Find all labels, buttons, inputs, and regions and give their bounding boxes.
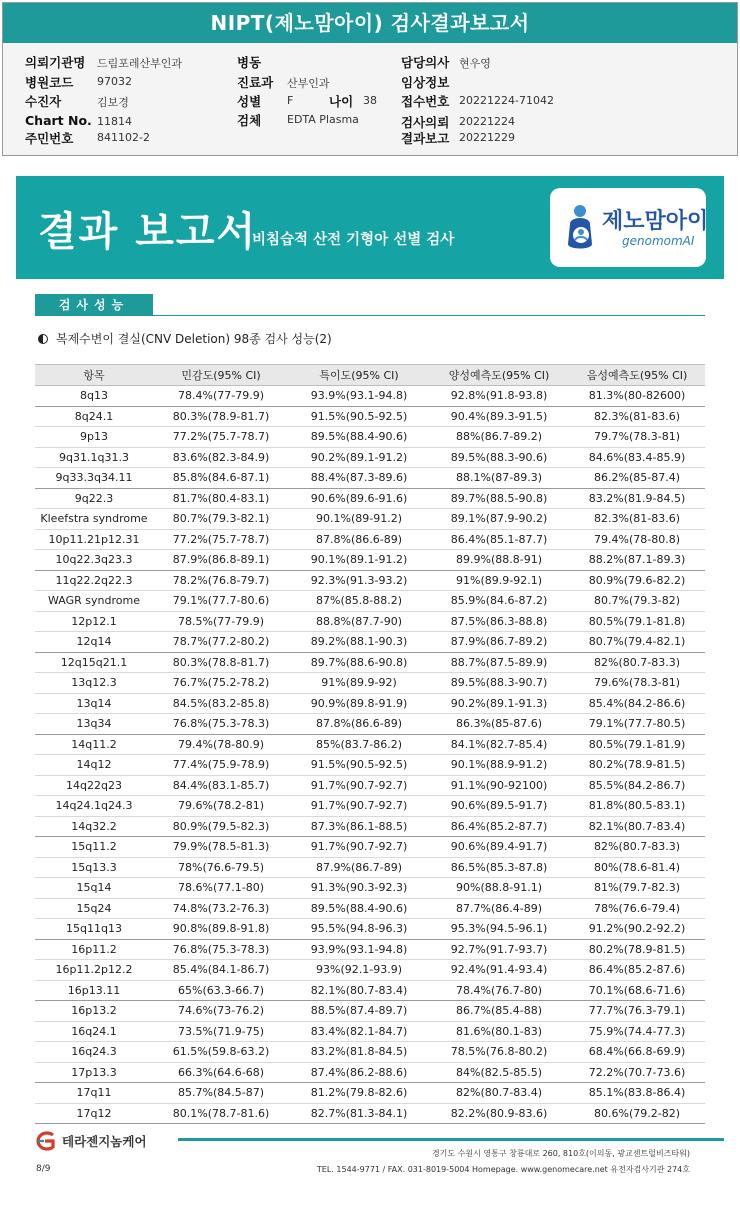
logo-subtext: genomomAI [622,234,695,248]
value-cell: 90.8%(89.8-91.8) [153,919,289,940]
table-row [35,919,705,940]
column-header: 음성예측도(95% CI) [569,365,705,386]
value-cell: 82%(80.7-83.3) [569,652,705,673]
item-cell: 12q15q21.1 [35,652,153,673]
value-cell: 80.7%(79.3-82.1) [153,509,289,530]
sex-label: 성별 [237,94,262,109]
value-cell: 80.9%(79.6-82.2) [569,570,705,591]
table-row [35,386,705,407]
table-row [35,1001,705,1022]
table-row [35,509,705,530]
section-subtitle [38,330,332,347]
value-cell: 85.8%(84.6-87.1) [153,468,289,489]
value-cell: 90.2%(89.1-91.3) [429,693,569,714]
value-cell: 85.1%(83.8-86.4) [569,1083,705,1104]
item-cell: 10q22.3q23.3 [35,550,153,571]
item-cell: 14q22q23 [35,775,153,796]
item-cell: 17q12 [35,1103,153,1124]
result-banner [16,176,724,279]
sex-value: F [287,94,294,107]
value-cell: 87.4%(86.2-88.6) [289,1062,429,1083]
value-cell: 77.7%(76.3-79.1) [569,1001,705,1022]
item-cell: 13q34 [35,714,153,735]
footer-company-logo [32,1131,182,1151]
table-row [35,447,705,468]
value-cell: 89.2%(88.1-90.3) [289,632,429,653]
table-row [35,1021,705,1042]
value-cell: 78.7%(77.2-80.2) [153,632,289,653]
table-row [35,878,705,899]
table-row [35,980,705,1001]
hospital-name-value: 드림포레산부인과 [97,57,183,70]
item-cell: 9p13 [35,427,153,448]
value-cell: 85.7%(84.5-87) [153,1083,289,1104]
receipt-no-label: 접수번호 [401,94,450,109]
item-cell: 15q14 [35,878,153,899]
value-cell: 79.4%(78-80.8) [569,529,705,550]
value-cell: 90.2%(89.1-91.2) [289,447,429,468]
value-cell: 89.5%(88.3-90.6) [429,447,569,468]
value-cell: 80.3%(78.8-81.7) [153,652,289,673]
item-cell: 9q22.3 [35,488,153,509]
value-cell: 83.6%(82.3-84.9) [153,447,289,468]
column-header: 양성예측도(95% CI) [429,365,569,386]
value-cell: 83.2%(81.9-84.5) [569,488,705,509]
table-row [35,673,705,694]
value-cell: 76.8%(75.3-78.3) [153,714,289,735]
table-row [35,857,705,878]
value-cell: 80.2%(78.9-81.5) [569,755,705,776]
value-cell: 87.9%(86.7-89.2) [429,632,569,653]
value-cell: 87.5%(86.3-88.8) [429,611,569,632]
value-cell: 79.4%(78-80.9) [153,734,289,755]
section-subtitle-text: 복제수변이 결실(CNV Deletion) 98종 검사 성능(2) [56,332,332,346]
value-cell: 86.5%(85.3-87.8) [429,857,569,878]
resident-no-value: 841102-2 [97,131,150,144]
column-header: 민감도(95% CI) [153,365,289,386]
value-cell: 81%(79.7-82.3) [569,878,705,899]
value-cell: 92.4%(91.4-93.4) [429,960,569,981]
value-cell: 91.5%(90.5-92.5) [289,755,429,776]
item-cell: 15q24 [35,898,153,919]
footer-company-name: 테라젠지놈케어 [62,1134,147,1149]
item-cell: 16p11.2 [35,939,153,960]
value-cell: 88%(86.7-89.2) [429,427,569,448]
value-cell: 80.6%(79.2-82) [569,1103,705,1124]
value-cell: 79.1%(77.7-80.6) [153,591,289,612]
doctor-label: 담당의사 [401,55,450,70]
doctor-value: 현우영 [459,57,491,70]
value-cell: 93%(92.1-93.9) [289,960,429,981]
value-cell: 78.4%(77-79.9) [153,386,289,407]
section-divider [35,315,705,316]
value-cell: 79.7%(78.3-81) [569,427,705,448]
performance-table [35,364,705,1124]
item-cell: 16q24.1 [35,1021,153,1042]
age-value: 38 [363,94,377,107]
value-cell: 82%(80.7-83.3) [569,837,705,858]
value-cell: 78.5%(77-79.9) [153,611,289,632]
value-cell: 84.1%(82.7-85.4) [429,734,569,755]
value-cell: 80%(78.6-81.4) [569,857,705,878]
value-cell: 82.1%(80.7-83.4) [289,980,429,1001]
table-row [35,837,705,858]
value-cell: 83.4%(82.1-84.7) [289,1021,429,1042]
receipt-no-value: 20221224-71042 [459,94,554,107]
value-cell: 85.9%(84.6-87.2) [429,591,569,612]
value-cell: 61.5%(59.8-63.2) [153,1042,289,1063]
value-cell: 85.4%(84.2-86.6) [569,693,705,714]
value-cell: 78.6%(77.1-80) [153,878,289,899]
item-cell: 16q24.3 [35,1042,153,1063]
item-cell: 11q22.2q22.3 [35,570,153,591]
value-cell: 90.6%(89.6-91.6) [289,488,429,509]
report-title: NIPT(제노맘아이) 검사결과보고서 [3,3,737,43]
value-cell: 73.5%(71.9-75) [153,1021,289,1042]
genomom-logo [550,188,709,267]
value-cell: 81.2%(79.8-82.6) [289,1083,429,1104]
value-cell: 88.5%(87.4-89.7) [289,1001,429,1022]
item-cell: 8q13 [35,386,153,407]
value-cell: 80.7%(79.4-82.1) [569,632,705,653]
table-row [35,898,705,919]
specimen-label: 검체 [237,113,262,128]
value-cell: 86.4%(85.1-87.7) [429,529,569,550]
value-cell: 80.5%(79.1-81.9) [569,734,705,755]
value-cell: 89.7%(88.6-90.8) [289,652,429,673]
value-cell: 72.2%(70.7-73.6) [569,1062,705,1083]
value-cell: 82%(80.7-83.4) [429,1083,569,1104]
value-cell: 78%(76.6-79.5) [153,857,289,878]
table-row [35,591,705,612]
item-cell: 13q14 [35,693,153,714]
table-row [35,693,705,714]
column-header: 특이도(95% CI) [289,365,429,386]
item-cell: Kleefstra syndrome [35,509,153,530]
value-cell: 82.1%(80.7-83.4) [569,816,705,837]
value-cell: 93.9%(93.1-94.8) [289,939,429,960]
value-cell: 81.8%(80.5-83.1) [569,796,705,817]
value-cell: 88.2%(87.1-89.3) [569,550,705,571]
value-cell: 91%(89.9-92) [289,673,429,694]
value-cell: 85.4%(84.1-86.7) [153,960,289,981]
value-cell: 77.4%(75.9-78.9) [153,755,289,776]
value-cell: 77.2%(75.7-78.7) [153,529,289,550]
ward-label: 병동 [237,55,262,70]
page-number: 8/9 [36,1164,51,1174]
value-cell: 81.7%(80.4-83.1) [153,488,289,509]
item-cell: 12p12.1 [35,611,153,632]
half-circle-bullet-icon [38,334,48,344]
table-body [35,386,705,1124]
table-row [35,406,705,427]
value-cell: 88.4%(87.3-89.6) [289,468,429,489]
value-cell: 76.8%(75.3-78.3) [153,939,289,960]
value-cell: 66.3%(64.6-68) [153,1062,289,1083]
item-cell: 17q11 [35,1083,153,1104]
value-cell: 82.3%(81-83.6) [569,509,705,530]
value-cell: 78.5%(76.8-80.2) [429,1042,569,1063]
value-cell: 84%(82.5-85.5) [429,1062,569,1083]
value-cell: 65%(63.3-66.7) [153,980,289,1001]
value-cell: 91%(89.9-92.1) [429,570,569,591]
value-cell: 74.8%(73.2-76.3) [153,898,289,919]
value-cell: 78.4%(76.7-80) [429,980,569,1001]
value-cell: 81.3%(80-82600) [569,386,705,407]
value-cell: 89.5%(88.3-90.7) [429,673,569,694]
value-cell: 86.7%(85.4-88) [429,1001,569,1022]
clinical-info-label: 임상정보 [401,75,450,90]
table-row [35,570,705,591]
value-cell: 79.1%(77.7-80.5) [569,714,705,735]
value-cell: 91.7%(90.7-92.7) [289,796,429,817]
value-cell: 89.5%(88.4-90.6) [289,898,429,919]
value-cell: 91.1%(90-92100) [429,775,569,796]
table-row [35,714,705,735]
specimen-value: EDTA Plasma [287,113,359,126]
item-cell: 16p11.2p12.2 [35,960,153,981]
table-row [35,652,705,673]
value-cell: 87.9%(86.7-89) [289,857,429,878]
request-date-value: 20221224 [459,115,515,128]
value-cell: 79.9%(78.5-81.3) [153,837,289,858]
value-cell: 82.3%(81-83.6) [569,406,705,427]
section-tab: 검사성능 [35,294,153,316]
value-cell: 70.1%(68.6-71.6) [569,980,705,1001]
table-row [35,427,705,448]
value-cell: 79.6%(78.2-81) [153,796,289,817]
resident-no-label: 주민번호 [25,131,74,146]
value-cell: 87.3%(86.1-88.5) [289,816,429,837]
value-cell: 92.8%(91.8-93.8) [429,386,569,407]
item-cell: 14q11.2 [35,734,153,755]
mother-baby-logo-icon [562,202,602,252]
value-cell: 86.4%(85.2-87.6) [569,960,705,981]
item-cell: 12q14 [35,632,153,653]
column-header: 항목 [35,365,153,386]
value-cell: 90.1%(88.9-91.2) [429,755,569,776]
logo-text: 제노맘아이 [602,209,709,234]
footer-divider [178,1138,724,1141]
value-cell: 90.6%(89.5-91.7) [429,796,569,817]
item-cell: 14q32.2 [35,816,153,837]
report-date-label: 결과보고 [401,131,450,146]
value-cell: 87.8%(86.6-89) [289,714,429,735]
value-cell: 86.3%(85-87.6) [429,714,569,735]
value-cell: 92.7%(91.7-93.7) [429,939,569,960]
value-cell: 79.6%(78.3-81) [569,673,705,694]
table-row [35,1103,705,1124]
value-cell: 88.7%(87.5-89.9) [429,652,569,673]
patient-value: 김보경 [97,96,129,109]
value-cell: 90%(88.8-91.1) [429,878,569,899]
value-cell: 90.1%(89.1-91.2) [289,550,429,571]
value-cell: 84.5%(83.2-85.8) [153,693,289,714]
table-row [35,611,705,632]
value-cell: 91.7%(90.7-92.7) [289,775,429,796]
table-header-row [35,365,705,386]
chart-no-value: 11814 [97,115,132,128]
table-row [35,1042,705,1063]
value-cell: 68.4%(66.8-69.9) [569,1042,705,1063]
report-date-value: 20221229 [459,131,515,144]
request-date-label: 검사의뢰 [401,115,450,130]
footer-address: 경기도 수원시 영통구 창룡대로 260, 810호(이의동, 광교센트럴비즈타워) [431,1149,690,1158]
value-cell: 92.3%(91.3-93.2) [289,570,429,591]
age-label: 나이 [329,94,354,109]
value-cell: 80.1%(78.7-81.6) [153,1103,289,1124]
table-row [35,1062,705,1083]
table-row [35,734,705,755]
item-cell: 8q24.1 [35,406,153,427]
value-cell: 80.3%(78.9-81.7) [153,406,289,427]
value-cell: 85%(83.7-86.2) [289,734,429,755]
banner-subtitle: 비침습적 산전 기형아 선별 검사 [252,232,455,248]
value-cell: 91.5%(90.5-92.5) [289,406,429,427]
table-row [35,960,705,981]
item-cell: 15q11.2 [35,837,153,858]
value-cell: 77.2%(75.7-78.7) [153,427,289,448]
item-cell: 16p13.2 [35,1001,153,1022]
value-cell: 74.6%(73-76.2) [153,1001,289,1022]
value-cell: 87.8%(86.6-89) [289,529,429,550]
table-row [35,1083,705,1104]
table-row [35,755,705,776]
item-cell: 10p11.21p12.31 [35,529,153,550]
value-cell: 80.2%(78.9-81.5) [569,939,705,960]
item-cell: WAGR syndrome [35,591,153,612]
table-row [35,796,705,817]
item-cell: 15q13.3 [35,857,153,878]
table-row [35,468,705,489]
value-cell: 80.5%(79.1-81.8) [569,611,705,632]
table-row [35,529,705,550]
value-cell: 76.7%(75.2-78.2) [153,673,289,694]
value-cell: 84.6%(83.4-85.9) [569,447,705,468]
item-cell: 15q11q13 [35,919,153,940]
value-cell: 91.3%(90.3-92.3) [289,878,429,899]
value-cell: 86.2%(85-87.4) [569,468,705,489]
value-cell: 93.9%(93.1-94.8) [289,386,429,407]
value-cell: 91.7%(90.7-92.7) [289,837,429,858]
table-row [35,939,705,960]
value-cell: 90.1%(89-91.2) [289,509,429,530]
value-cell: 86.4%(85.2-87.7) [429,816,569,837]
value-cell: 90.6%(89.4-91.7) [429,837,569,858]
hospital-code-value: 97032 [97,75,132,88]
value-cell: 89.1%(87.9-90.2) [429,509,569,530]
item-cell: 17p13.3 [35,1062,153,1083]
item-cell: 14q12 [35,755,153,776]
item-cell: 9q31.1q31.3 [35,447,153,468]
value-cell: 78%(76.6-79.4) [569,898,705,919]
table-row [35,550,705,571]
table-row [35,816,705,837]
value-cell: 89.9%(88.8-91) [429,550,569,571]
value-cell: 87.9%(86.8-89.1) [153,550,289,571]
value-cell: 89.5%(88.4-90.6) [289,427,429,448]
value-cell: 81.6%(80.1-83) [429,1021,569,1042]
footer-contact: TEL. 1544-9771 / FAX. 031-8019-5004 Homepage. www.genomecare.net 유전자검사기관 274호 [316,1165,690,1174]
value-cell: 90.4%(89.3-91.5) [429,406,569,427]
banner-title: 결과 보고서 [38,209,258,255]
department-label: 진료과 [237,75,274,90]
item-cell: 13q12.3 [35,673,153,694]
value-cell: 82.2%(80.9-83.6) [429,1103,569,1124]
value-cell: 95.3%(94.5-96.1) [429,919,569,940]
value-cell: 95.5%(94.8-96.3) [289,919,429,940]
table-row [35,632,705,653]
table-row [35,775,705,796]
value-cell: 90.9%(89.8-91.9) [289,693,429,714]
value-cell: 88.8%(87.7-90) [289,611,429,632]
value-cell: 84.4%(83.1-85.7) [153,775,289,796]
value-cell: 83.2%(81.8-84.5) [289,1042,429,1063]
item-cell: 16p13.11 [35,980,153,1001]
value-cell: 88.1%(87-89.3) [429,468,569,489]
value-cell: 87%(85.8-88.2) [289,591,429,612]
value-cell: 85.5%(84.2-86.7) [569,775,705,796]
value-cell: 89.7%(88.5-90.8) [429,488,569,509]
value-cell: 82.7%(81.3-84.1) [289,1103,429,1124]
value-cell: 78.2%(76.8-79.7) [153,570,289,591]
hospital-code-label: 병원코드 [25,75,74,90]
chart-no-label: Chart No. [25,113,92,128]
department-value: 산부인과 [287,77,330,90]
hospital-name-label: 의뢰기관명 [25,55,86,70]
value-cell: 80.7%(79.3-82) [569,591,705,612]
value-cell: 91.2%(90.2-92.2) [569,919,705,940]
patient-label: 수진자 [25,94,62,109]
item-cell: 9q33.3q34.11 [35,468,153,489]
report-header [2,2,738,156]
value-cell: 80.9%(79.5-82.3) [153,816,289,837]
terragen-logo-icon [32,1131,58,1151]
table-row [35,488,705,509]
value-cell: 87.7%(86.4-89) [429,898,569,919]
value-cell: 75.9%(74.4-77.3) [569,1021,705,1042]
item-cell: 14q24.1q24.3 [35,796,153,817]
